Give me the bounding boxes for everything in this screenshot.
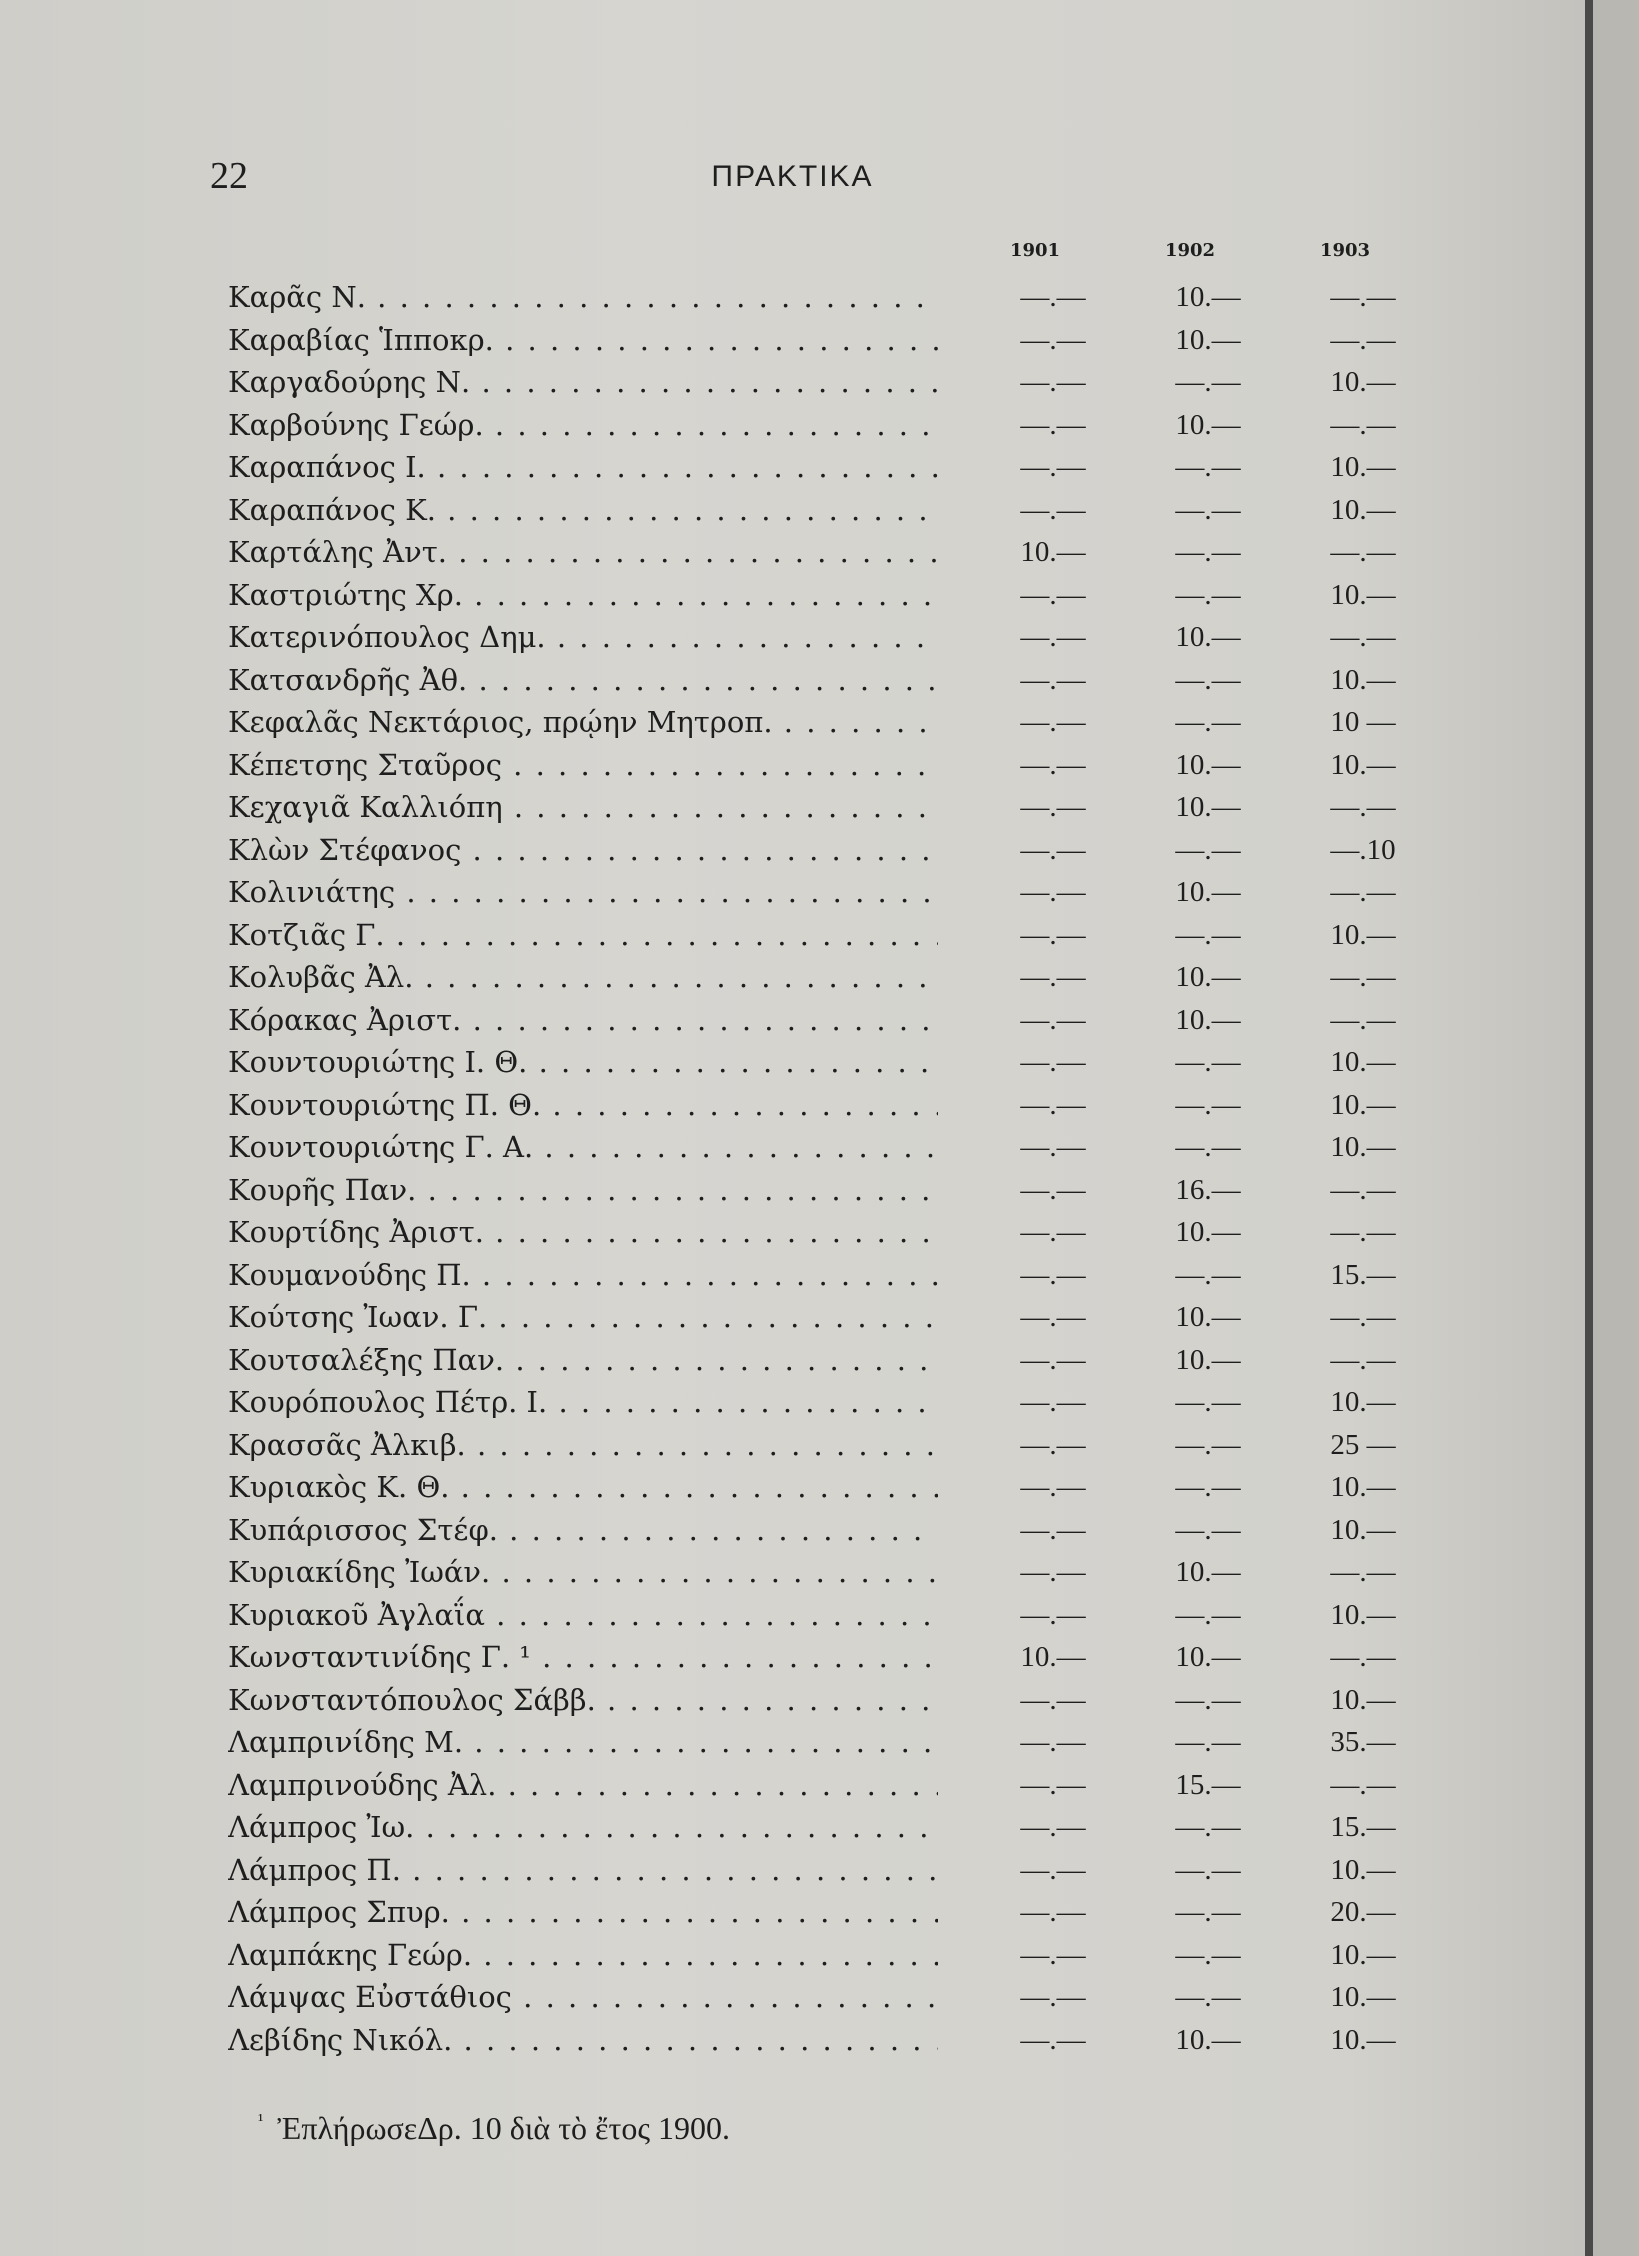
table-row [228,1041,1408,1084]
member-name: Κουντουριώτης Π. Θ. . . . [228,1084,938,1127]
member-name: Κωνσταντόπουλος Σάββ. . . . [228,1679,938,1722]
amount-1902: —.— [1175,578,1241,611]
member-name: Λαμπρινίδης Μ. . . . [228,1721,938,1764]
amount-1903: —.— [1330,1768,1396,1801]
amount-1902: —.— [1175,1428,1241,1461]
amount-1901: —.— [1020,2023,1086,2056]
amount-1903: —.— [1330,621,1396,653]
running-title: ΠΡΑΚΤΙΚΑ [711,160,874,193]
member-name: Λάμπρος Σπυρ. . . . [228,1891,938,1934]
amount-1901: —.— [1020,1726,1086,1758]
amount-1901: —.— [1020,493,1086,526]
amount-1901: —.— [1020,1088,1086,1121]
amount-1902: —.— [1175,493,1241,526]
amount-1902: 10.— [1175,791,1241,823]
amount-1902: —.— [1175,451,1241,483]
table-row [228,1594,1408,1637]
amount-1901: —.— [1020,1003,1086,1036]
table-row [228,829,1408,872]
year-header-1901: 1901 [1009,240,1061,261]
table-row [228,2019,1408,2062]
member-name: Λαμπάκης Γεώρ. . . . [228,1934,938,1977]
table-row [228,319,1408,362]
member-name: Κυριακοῦ Ἀγλαΐα . . . [228,1594,938,1637]
year-header-1902: 1902 [1164,240,1216,261]
contributions-table [228,276,1408,2061]
table-row [228,786,1408,829]
table-row [228,1211,1408,1254]
table-row [228,531,1408,574]
table-row [228,276,1408,319]
amount-1903: 10.— [1330,1088,1396,1121]
amount-1901: —.— [1020,451,1086,483]
amount-1902: 16.— [1175,1173,1241,1206]
amount-1903: 10 — [1330,706,1396,738]
amount-1901: —.— [1020,1683,1086,1716]
amount-1902: —.— [1175,536,1241,568]
amount-1903: 10.— [1330,748,1396,781]
amount-1901: —.— [1020,1216,1086,1248]
table-row [228,1296,1408,1339]
amount-1902: —.— [1175,1088,1241,1121]
member-name: Κουμανούδης Π. . . . [228,1254,938,1297]
member-name: Κούτσης Ἰωαν. Γ. . . . [228,1296,938,1339]
member-name: Καστριώτης Χρ. . . . [228,574,938,617]
amount-1901: 10.— [1020,1641,1086,1673]
amount-1903: —.— [1330,1641,1396,1673]
amount-1902: 10.— [1175,748,1241,781]
amount-1902: —.— [1175,1471,1241,1503]
amount-1902: —.— [1175,706,1241,738]
amount-1901: —.— [1020,1981,1086,2013]
amount-1903: 15.— [1330,1811,1396,1843]
amount-1901: —.— [1020,1301,1086,1333]
footnote-text: ἘπλήρωσεΔρ. 10 διὰ τὸ ἔτος 1900. [277,2110,731,2146]
member-name: Κουντουριώτης Γ. Α. . . . [228,1126,938,1169]
table-row [228,1721,1408,1764]
page-edge-shadow [1585,0,1593,2256]
amount-1901: —.— [1020,323,1086,356]
amount-1902: 10.— [1175,281,1241,313]
table-row [228,1084,1408,1127]
member-name: Κεχαγιᾶ Καλλιόπη . . . [228,786,938,829]
member-name: Καραπάνος Κ. . . . [228,489,938,532]
member-name: Καραπάνος Ι. . . . [228,446,938,489]
member-name: Κέπετσης Σταῦρος . . . [228,744,938,787]
member-name: Κουρόπουλος Πέτρ. Ι. . . . [228,1381,938,1424]
member-name: Λάμπρος Π. . . . [228,1849,938,1892]
table-row [228,1551,1408,1594]
amount-1903: 10.— [1330,366,1396,398]
amount-1901: —.— [1020,366,1086,398]
amount-1903: —.— [1330,1173,1396,1206]
member-name: Λάμψας Εὐστάθιος . . . [228,1976,938,2019]
amount-1901: —.— [1020,1173,1086,1206]
amount-1902: 10.— [1175,1556,1241,1588]
member-name: Κολινιάτης . . . [228,871,938,914]
footnote-marker: ¹ [258,2110,264,2130]
member-name: Κυριακὸς Κ. Θ. . . . [228,1466,938,1509]
table-row [228,1891,1408,1934]
member-name: Κατσανδρῆς Ἀθ. . . . [228,659,938,702]
member-name: Καραβίας Ἱπποκρ. . . . [228,319,938,362]
amount-1903: —.— [1330,408,1396,441]
amount-1902: 10.— [1175,1641,1241,1673]
amount-1902: —.— [1175,1131,1241,1163]
amount-1902: —.— [1175,1258,1241,1291]
amount-1901: —.— [1020,918,1086,951]
member-name: Κρασσᾶς Ἀλκιβ. . . . [228,1424,938,1467]
member-name: Κουντουριώτης Ι. Θ. . . . [228,1041,938,1084]
amount-1901: —.— [1020,1131,1086,1163]
amount-1901: —.— [1020,1386,1086,1418]
table-row [228,1424,1408,1467]
amount-1903: —.— [1330,876,1396,908]
amount-1901: —.— [1020,1471,1086,1503]
table-row [228,1976,1408,2019]
amount-1902: —.— [1175,1896,1241,1928]
table-row [228,1339,1408,1382]
amount-1903: 10.— [1330,578,1396,611]
amount-1902: —.— [1175,1853,1241,1886]
member-name: Κεφαλᾶς Νεκτάριος, πρῴην Μητροπ. . . . [228,701,938,744]
page-number: 22 [210,155,248,197]
table-row [228,1679,1408,1722]
amount-1902: —.— [1175,1683,1241,1716]
member-name: Λάμπρος Ἰω. . . . [228,1806,938,1849]
amount-1903: 10.— [1330,1981,1396,2013]
amount-1903: 10.— [1330,1471,1396,1503]
amount-1901: —.— [1020,791,1086,823]
amount-1901: —.— [1020,578,1086,611]
table-row [228,1764,1408,1807]
member-name: Καρτάλης Ἀντ. . . . [228,531,938,574]
amount-1902: —.— [1175,366,1241,398]
table-row [228,1849,1408,1892]
amount-1903: 15.— [1330,1258,1396,1291]
table-row [228,446,1408,489]
year-header-1903: 1903 [1319,240,1371,261]
amount-1902: 10.— [1175,1301,1241,1333]
table-row [228,489,1408,532]
amount-1902: —.— [1175,1981,1241,2013]
member-name: Κυριακίδης Ἰωάν. . . . [228,1551,938,1594]
amount-1903: 10.— [1330,1386,1396,1418]
table-row [228,1636,1408,1679]
member-name: Κουρῆς Παν. . . . [228,1169,938,1212]
amount-1902: 10.— [1175,2023,1241,2056]
amount-1901: —.— [1020,833,1086,866]
member-name: Καρᾶς Ν. . . . [228,276,938,319]
table-row [228,616,1408,659]
amount-1903: —.— [1330,1003,1396,1036]
amount-1903: 10.— [1330,1046,1396,1078]
amount-1902: 10.— [1175,621,1241,653]
amount-1902: —.— [1175,1046,1241,1078]
table-row [228,914,1408,957]
table-row [228,1169,1408,1212]
amount-1903: 10.— [1330,1513,1396,1546]
amount-1901: —.— [1020,876,1086,908]
amount-1903: —.— [1330,961,1396,993]
table-row [228,1381,1408,1424]
member-name: Κατερινόπουλος Δημ. . . . [228,616,938,659]
table-row [228,1126,1408,1169]
table-row [228,1466,1408,1509]
amount-1902: 10.— [1175,876,1241,908]
amount-1903: 10.— [1330,2023,1396,2056]
amount-1901: —.— [1020,1428,1086,1461]
member-name: Καργαδούρης Ν. . . . [228,361,938,404]
amount-1902: —.— [1175,1386,1241,1418]
amount-1903: 25 — [1330,1428,1396,1461]
amount-1903: —.— [1330,536,1396,568]
member-name: Κόρακας Ἀριστ. . . . [228,999,938,1042]
amount-1901: —.— [1020,1556,1086,1588]
amount-1903: —.— [1330,791,1396,823]
amount-1903: —.— [1330,1216,1396,1248]
amount-1902: 10.— [1175,961,1241,993]
amount-1901: —.— [1020,408,1086,441]
amount-1903: —.— [1330,281,1396,313]
footnote [258,2110,730,2147]
amount-1903: 35.— [1330,1726,1396,1758]
table-row [228,1254,1408,1297]
amount-1903: —.— [1330,323,1396,356]
amount-1901: —.— [1020,281,1086,313]
member-name: Λεβίδης Νικόλ. . . . [228,2019,938,2062]
amount-1903: —.— [1330,1343,1396,1376]
amount-1901: —.— [1020,961,1086,993]
member-name: Λαμπρινούδης Ἀλ. . . . [228,1764,938,1807]
amount-1901: —.— [1020,748,1086,781]
amount-1902: —.— [1175,918,1241,951]
table-row [228,701,1408,744]
background-margin [1593,0,1639,2256]
amount-1903: 10.— [1330,1683,1396,1716]
amount-1903: 10.— [1330,1598,1396,1631]
table-row [228,659,1408,702]
amount-1902: —.— [1175,1513,1241,1546]
amount-1903: —.10 [1330,833,1396,866]
amount-1901: —.— [1020,1513,1086,1546]
amount-1903: 10.— [1330,451,1396,483]
amount-1901: —.— [1020,1343,1086,1376]
amount-1901: —.— [1020,1046,1086,1078]
table-row [228,871,1408,914]
amount-1903: 10.— [1330,663,1396,696]
table-row [228,404,1408,447]
amount-1903: 10.— [1330,918,1396,951]
amount-1902: 15.— [1175,1768,1241,1801]
amount-1902: 10.— [1175,1003,1241,1036]
table-row [228,744,1408,787]
amount-1903: 10.— [1330,1938,1396,1971]
amount-1902: —.— [1175,833,1241,866]
amount-1901: —.— [1020,621,1086,653]
amount-1901: —.— [1020,1853,1086,1886]
table-row [228,1934,1408,1977]
table-row [228,574,1408,617]
member-name: Κοτζιᾶς Γ. . . . [228,914,938,957]
amount-1901: 10.— [1020,536,1086,568]
amount-1902: 10.— [1175,323,1241,356]
amount-1902: 10.— [1175,408,1241,441]
amount-1902: —.— [1175,1598,1241,1631]
amount-1901: —.— [1020,706,1086,738]
amount-1902: 10.— [1175,1216,1241,1248]
amount-1903: 10.— [1330,1131,1396,1163]
amount-1903: —.— [1330,1556,1396,1588]
member-name: Κυπάρισσος Στέφ. . . . [228,1509,938,1552]
amount-1903: 10.— [1330,1853,1396,1886]
amount-1903: 20.— [1330,1896,1396,1928]
table-row [228,999,1408,1042]
amount-1901: —.— [1020,1811,1086,1843]
amount-1902: —.— [1175,663,1241,696]
member-name: Κουτσαλέξης Παν. . . . [228,1339,938,1382]
table-row [228,361,1408,404]
table-row [228,1806,1408,1849]
member-name: Κουρτίδης Ἀριστ. . . . [228,1211,938,1254]
member-name: Κλὼν Στέφανος . . . [228,829,938,872]
member-name: Κολυβᾶς Ἀλ. . . . [228,956,938,999]
amount-1901: —.— [1020,1598,1086,1631]
amount-1903: —.— [1330,1301,1396,1333]
amount-1901: —.— [1020,1896,1086,1928]
amount-1903: 10.— [1330,493,1396,526]
amount-1901: —.— [1020,663,1086,696]
table-row [228,956,1408,999]
member-name: Καρβούνης Γεώρ. . . . [228,404,938,447]
amount-1902: —.— [1175,1938,1241,1971]
amount-1902: —.— [1175,1726,1241,1758]
member-name: Κωνσταντινίδης Γ. ¹ . . . [228,1636,938,1679]
amount-1902: 10.— [1175,1343,1241,1376]
amount-1901: —.— [1020,1938,1086,1971]
amount-1901: —.— [1020,1768,1086,1801]
table-row [228,1509,1408,1552]
amount-1901: —.— [1020,1258,1086,1291]
amount-1902: —.— [1175,1811,1241,1843]
